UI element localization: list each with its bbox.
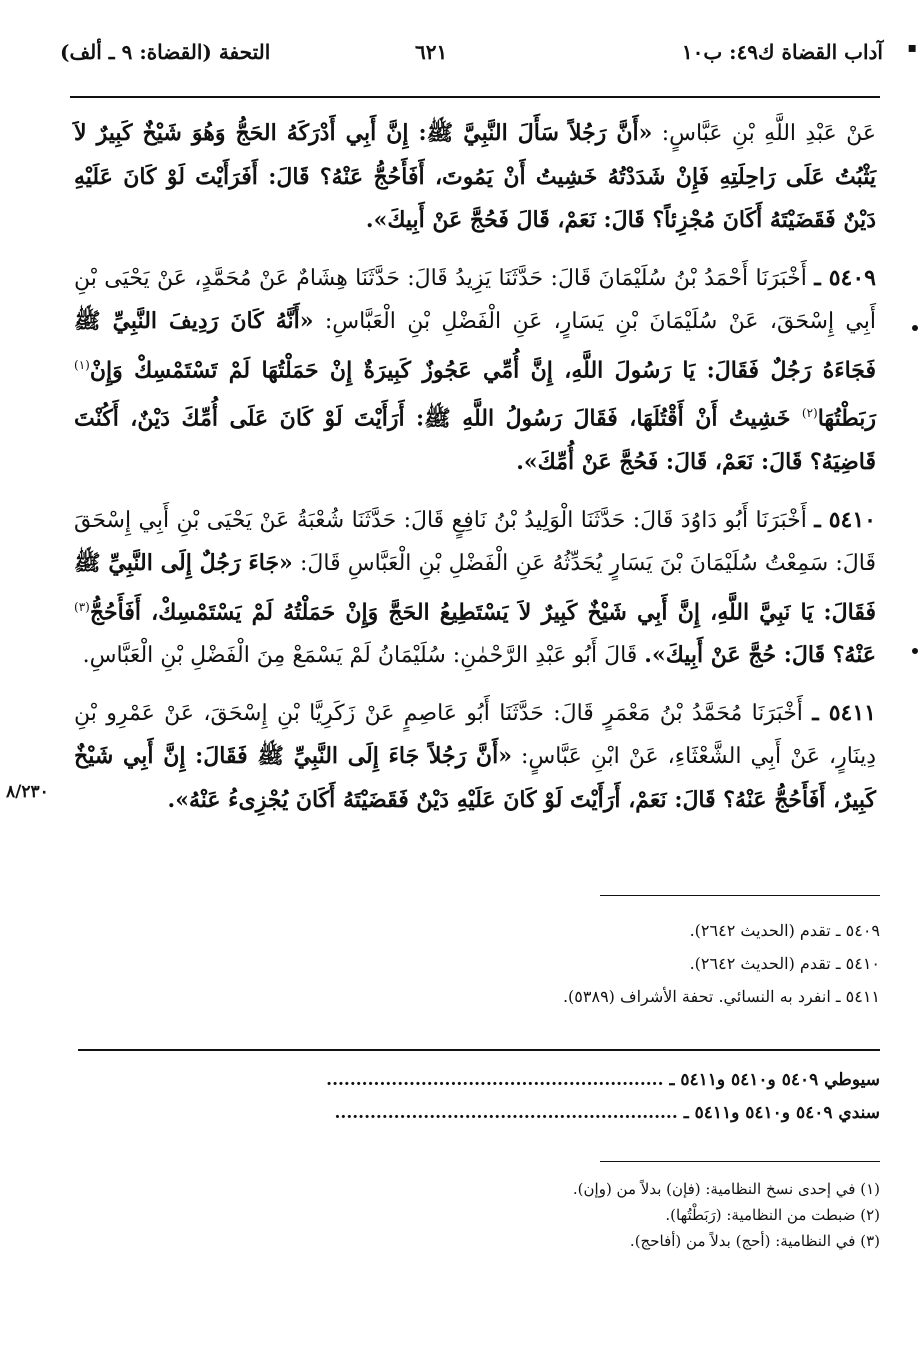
takhrij-note: ٥٤١١ ـ انفرد به النسائي. تحفة الأشراف (٥٣٨٩). [562,987,880,1006]
corner-mark: ▪ [907,40,917,56]
matn: «أَنَّ رَجُلاً جَاءَ إِلَى النَّبِيِّ ﷺ فَقَالَ: إِنَّ أَبِي شَيْخٌ كَبِيرٌ، أَفَأَحُجُّ عَنْهُ؟ قَالَ: نَعَمْ، أَرَأَيْتَ لَوْ كَانَ عَلَيْهِ دَيْنٌ فَقَضَيْتَهُ أَكَانَ يُجْزِىءُ عَنْهُ». [74,743,876,813]
isnad: أَخْبَرَنَا أَبُو دَاوُدَ قَالَ: حَدَّثَنَا الْوَلِيدُ بْنُ نَافِعٍ قَالَ: حَدَّثَنَا شُعْبَةُ عَنْ يَحْيَى بْنِ أَبِي إِسْحَقَ قَالَ: سَمِعْتُ سُلَيْمَانَ بْنَ يَسَارٍ يُحَدِّثُهُ عَنِ الْفَضْلِ بْنِ الْعَبَّاسِ قَالَ: [74,507,877,577]
isnad: عَنْ عَبْدِ اللَّهِ بْنِ عَبَّاسٍ: [652,121,876,146]
matn: رَبَطْتُهَا [817,405,876,432]
suyuti-ref: سيوطي ٥٤٠٩ و٥٤١٠ و٥٤١١ ـ ......................................................... [326,1070,880,1090]
header-chapter: آداب القضاة ك٤٩: ب١٠ [681,40,883,64]
margin-volume-ref: ٨/٢٣٠ [6,782,49,802]
takhrij-note: ٥٤٠٩ ـ تقدم (الحديث ٢٦٤٢). [689,921,880,940]
margin-bullet [912,648,918,654]
hadith-paragraph-continued [74,112,876,243]
isnad: أَخْبَرَنَا مُحَمَّدُ بْنُ مَعْمَرٍ قَالَ: حَدَّثَنَا أَبُو عَاصِمٍ عَنْ زَكَرِيَّا بْنِ إِسْحَقَ، عَنْ عَمْرِو بْنِ دِينَارٍ، عَنْ أَبِي الشَّعْثَاءِ، عَنْ ابْنِ عَبَّاسٍ: [74,700,876,770]
footnotes-rule [600,1161,880,1162]
matn: عَنْهُ؟ قَالَ: حُجَّ عَنْ أَبِيكَ». [644,642,876,669]
hadith-text [74,112,876,822]
margin-bullet [912,325,918,331]
matn: «جَاءَ رَجُلٌ إِلَى النَّبِيِّ ﷺ فَقَالَ: يَا نَبِيَّ اللَّهِ، إِنَّ أَبِي شَيْخٌ كَبِيرٌ لاَ يَسْتَطِيعُ الحَجَّ وَإِنْ حَمَلْتُهُ لَمْ يَسْتَمْسِكْ، أَفَأَحُجُّ [74,550,876,625]
footnote: (٣) في النظامية: (أحج) بدلاً من (أفاحج). [629,1232,880,1250]
matn: «أَنَّهُ كَانَ رَدِيفَ النَّبِيِّ ﷺ فَجَاءَهُ رَجُلٌ فَقَالَ: يَا رَسُولَ اللَّهِ، إِنَّ أُمِّي عَجُوزٌ كَبِيرَةٌ إِنْ حَمَلْتُهَا لَمْ تَسْتَمْسِكْ وَإِنْ [74,308,876,383]
hadith-number: ٥٤١١ ـ [812,699,876,726]
commentary-rule [78,1049,880,1051]
takhrij-notes [80,914,880,1013]
matn: «أَنَّ رَجُلاً سَأَلَ النَّبِيَّ ﷺ: إِنَّ أَبِي أَدْرَكَهُ الحَجُّ وَهُوَ شَيْخٌ كَبِيرٌ لاَ يَثْبُتُ عَلَى رَاحِلَتِهِ فَإِنْ شَدَدْتُهُ خَشِيتُ أَنْ يَمُوتَ، أَفَأَحُجُّ عَنْهُ؟ قَالَ: أَفَرَأَيْتَ لَوْ كَانَ عَلَيْهِ دَيْنٌ فَقَضَيْتَهُ أَكَانَ مُجْزِئاً؟ قَالَ: نَعَمْ، قَالَ فَحُجَّ عَنْ أَبِيكَ». [74,120,876,233]
hadith-number: ٥٤١٠ ـ [814,506,876,533]
sindi-ref: سندي ٥٤٠٩ و٥٤١٠ و٥٤١١ ـ .......................................................... [334,1103,880,1123]
header-tuhfa-ref: التحفة (القضاة: ٩ ـ ألف) [60,40,271,64]
footnote-ref: (٢) [801,406,818,421]
page-number: ٦٢١ [415,40,448,64]
hadith-number: ٥٤٠٩ ـ [814,264,876,291]
footnote-ref: (١) [74,357,90,372]
matn: خَشِيتُ أَنْ أَقْتُلَهَا، فَقَالَ رَسُولُ اللَّهِ ﷺ: أَرَأَيْتَ لَوْ كَانَ عَلَى أُمِّكَ دَيْنٌ، أَكُنْتَ قَاضِيَهُ؟ قَالَ: نَعَمْ، قَالَ: فَحُجَّ عَنْ أُمِّكَ». [74,405,876,476]
author-comment: قَالَ أَبُو عَبْدِ الرَّحْمٰنِ: سُلَيْمَانُ لَمْ يَسْمَعْ مِنَ الْفَضْلِ بْنِ الْعَبَّاسِ. [82,643,645,669]
isnad: أَخْبَرَنَا أَحْمَدُ بْنُ سُلَيْمَانَ قَالَ: حَدَّثَنَا يَزِيدُ قَالَ: حَدَّثَنَا هِشَامٌ عَنْ مُحَمَّدٍ، عَنْ يَحْيَى بْنِ أَبِي إِسْحَقَ، عَنْ سُلَيْمَانَ بْنِ يَسَارٍ، عَنِ الْفَضْلِ بْنِ الْعَبَّاسِ: [74,265,876,334]
hadith-5409 [74,257,876,485]
footnote: (٢) ضبطت من النظامية: (رَبَطْتُها). [665,1206,880,1224]
commentary-refs [62,1064,880,1130]
notes-rule [600,895,880,896]
hadith-5411 [74,692,876,823]
footnotes [120,1176,880,1254]
takhrij-note: ٥٤١٠ ـ تقدم (الحديث ٢٦٤٢). [689,954,880,973]
header-rule [70,96,880,98]
hadith-5410 [74,499,876,678]
footnote: (١) في إحدى نسخ النظامية: (فإن) بدلاً من (وإن). [572,1180,880,1198]
footnote-ref: (٣) [74,599,90,614]
